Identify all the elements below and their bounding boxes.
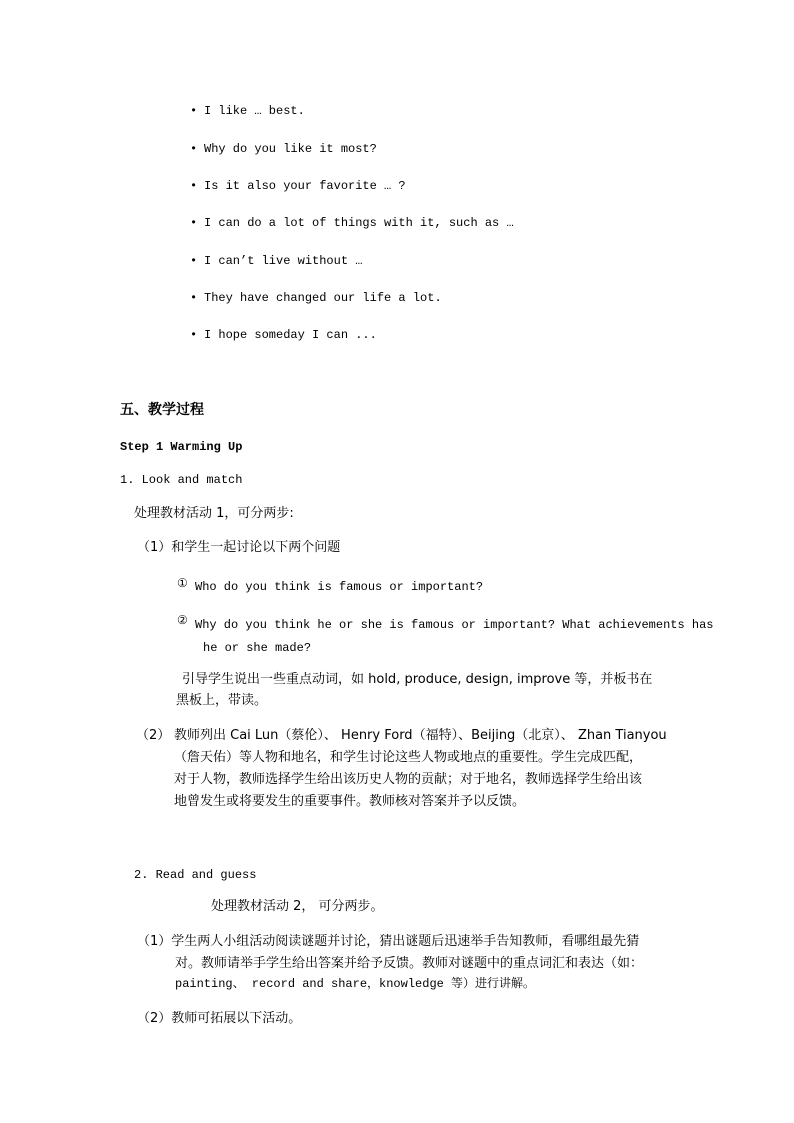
list-item-text: Is it also your favorite … ? bbox=[204, 179, 406, 193]
item-1-subitem-2-line: （詹天佑）等人物和地名，和学生讨论这些人物或地点的重要性。学生完成匹配， bbox=[174, 750, 643, 765]
bullet-icon: • bbox=[190, 142, 198, 156]
bullet-icon: • bbox=[190, 328, 198, 342]
bullet-icon: • bbox=[190, 179, 198, 193]
list-item-text: I can do a lot of things with it, such as … bbox=[204, 216, 514, 230]
bullet-icon: • bbox=[190, 216, 198, 230]
item-1-subitem-2-label: （2） bbox=[136, 728, 171, 743]
item-2-intro: 处理教材活动 2， 可分两步。 bbox=[211, 899, 384, 914]
item-1-intro: 处理教材活动 1，可分两步: bbox=[134, 506, 294, 521]
bullet-icon: • bbox=[190, 254, 198, 268]
list-item-text: I like … best. bbox=[204, 104, 305, 118]
list-item-text: I hope someday I can ... bbox=[204, 328, 377, 342]
step-heading: Step 1 Warming Up bbox=[120, 440, 243, 454]
item-2-title: 2. Read and guess bbox=[134, 868, 257, 882]
list-item-text: Why do you like it most? bbox=[204, 142, 377, 156]
item-1-title: 1. Look and match bbox=[120, 473, 243, 487]
bullet-icon: • bbox=[190, 104, 198, 118]
item-1-subitem-2-line: 对于人物，教师选择学生给出该历史人物的贡献；对于地名，教师选择学生给出该 bbox=[174, 772, 643, 787]
item-2-subitem-1-line: painting、 record and share，knowledge 等）进行讲解。 bbox=[175, 977, 536, 991]
item-1-subitem-2-line: 教师列出 Cai Lun（蔡伦）、 Henry Ford（福特）、Beijing（北京）、 Zhan Tianyou bbox=[174, 728, 667, 743]
circled-two-icon: ② bbox=[177, 614, 188, 628]
question-2-line: he or she made? bbox=[203, 641, 312, 655]
guide-line: 黑板上，带读。 bbox=[176, 693, 268, 708]
section-heading: 五、教学过程 bbox=[120, 402, 204, 418]
item-2-subitem-1-line: 对。教师请举手学生给出答案并给予反馈。教师对谜题中的重点词汇和表达（如： bbox=[175, 956, 644, 971]
item-1-subitem-2-line: 地曾发生或将要发生的重要事件。教师核对答案并予以反馈。 bbox=[174, 794, 526, 809]
item-2-subitem-1-line: （1）学生两人小组活动阅读谜题并讨论，猜出谜题后迅速举手告知教师，看哪组最先猜 bbox=[137, 934, 640, 949]
question-2-line: Why do you think he or she is famous or important? What achievements has bbox=[195, 618, 714, 632]
circled-one-icon: ① bbox=[177, 577, 188, 591]
question-1-text: Who do you think is famous or important? bbox=[195, 580, 484, 594]
guide-line: 引导学生说出一些重点动词，如 hold, produce, design, improve 等，并板书在 bbox=[182, 672, 653, 687]
bullet-icon: • bbox=[190, 291, 198, 305]
list-item-text: I can’t live without … bbox=[204, 254, 363, 268]
item-1-subitem-1: （1）和学生一起讨论以下两个问题 bbox=[137, 540, 341, 555]
item-2-subitem-2: （2）教师可拓展以下活动。 bbox=[137, 1011, 302, 1026]
list-item-text: They have changed our life a lot. bbox=[204, 291, 442, 305]
